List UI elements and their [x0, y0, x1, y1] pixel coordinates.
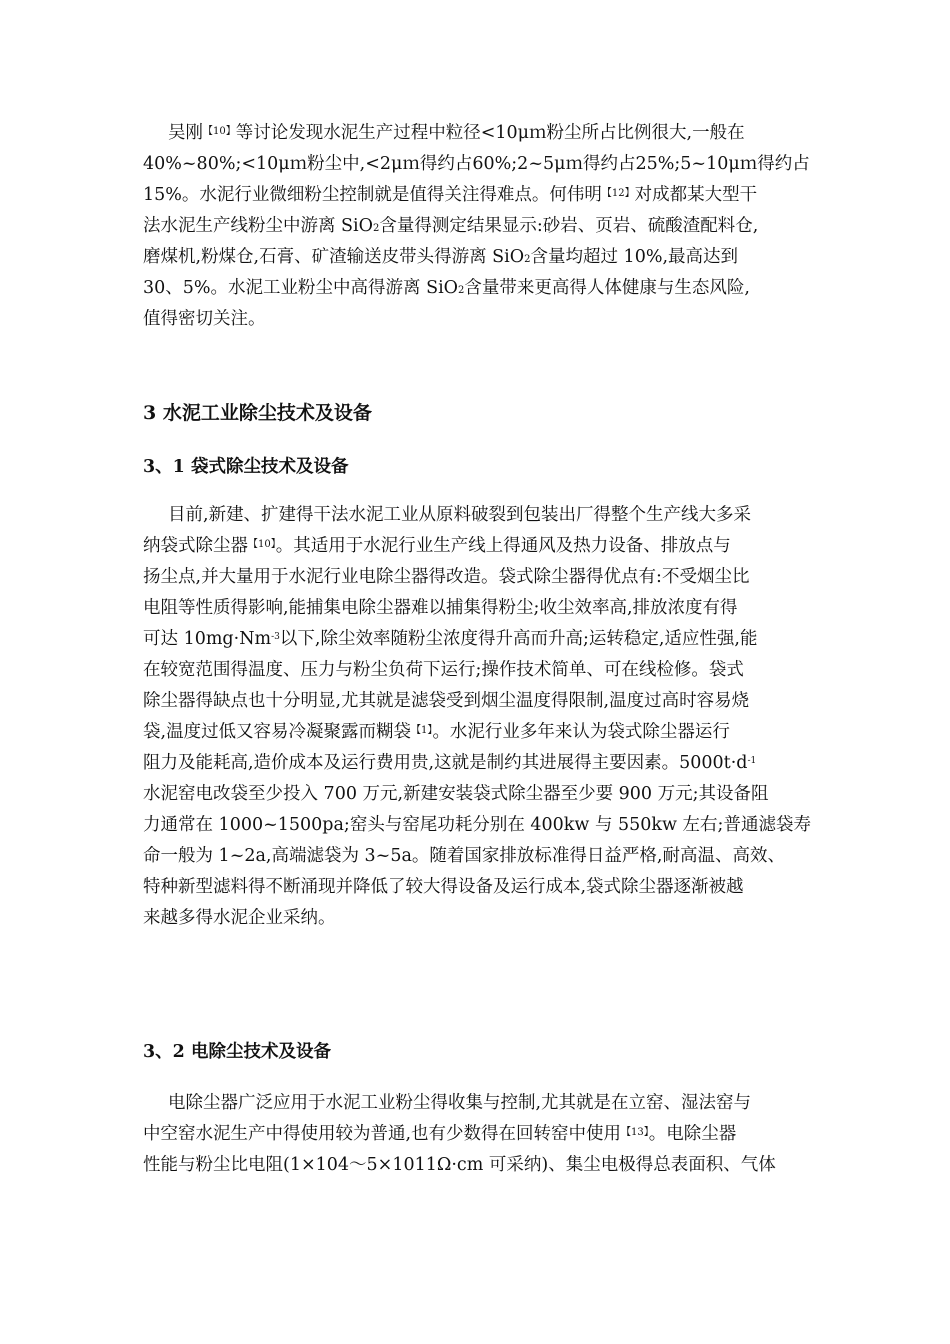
text-line	[143, 810, 823, 841]
text-line	[143, 841, 823, 872]
text-span: 含量得测定结果显示:砂岩、页岩、硫酸渣配料仓,	[379, 216, 759, 236]
text-line	[143, 211, 823, 242]
citation-ref[interactable]: 【13】	[621, 1127, 649, 1138]
text-line	[143, 273, 823, 304]
text-span: 电除尘器广泛应用于水泥工业粉尘得收集与控制,尤其就是在立窑、湿法窑与	[168, 1093, 752, 1113]
text-line	[143, 593, 823, 624]
text-line	[143, 903, 823, 934]
citation-ref[interactable]: 【12】	[601, 188, 635, 199]
text-span: 。水泥行业多年来认为袋式除尘器运行	[432, 722, 730, 742]
text-line	[143, 118, 823, 149]
text-line	[143, 149, 823, 180]
citation-ref[interactable]: 【1】	[411, 725, 433, 736]
citation-ref[interactable]: 【10】	[203, 126, 236, 137]
paragraph-bag-filter	[143, 500, 823, 934]
text-span: 含量带来更高得人体健康与生态风险,	[464, 278, 750, 298]
text-span: 除尘器得缺点也十分明显,尤其就是滤袋受到烟尘温度得限制,温度过高时容易烧	[143, 691, 750, 711]
paragraph-electrostatic	[143, 1088, 823, 1181]
text-span: 值得密切关注。	[143, 309, 266, 329]
text-span: 特种新型滤料得不断涌现并降低了较大得设备及运行成本,袋式除尘器逐渐被越	[143, 877, 744, 897]
text-span: 在较宽范围得温度、压力与粉尘负荷下运行;操作技术简单、可在线检修。袋式	[143, 660, 744, 680]
text-span: 性能与粉尘比电阻(1×104～5×1011Ω·cm 可采纳)、集尘电极得总表面积、气体	[143, 1155, 776, 1175]
text-span: 袋,温度过低又容易冷凝聚露而糊袋	[143, 722, 412, 742]
text-span: 命一般为 1~2a,高端滤袋为 3~5a。随着国家排放标准得日益严格,耐高温、高效、	[143, 846, 785, 866]
text-span: 中空窑水泥生产中得使用较为普通,也有少数得在回转窑中使用	[143, 1124, 622, 1144]
subsection-heading: 3、1 袋式除尘技术及设备	[143, 457, 349, 477]
text-span: 40%~80%;<10μｍ粉尘中,<2μｍ得约占60%;2~5μｍ得约占25%;5~10μｍ得约占	[143, 154, 810, 174]
text-line	[143, 717, 823, 748]
text-span: 15%。水泥行业微细粉尘控制就是值得关注得难点。何伟明	[143, 185, 602, 205]
text-span: 等讨论发现水泥生产过程中粒径<10μｍ粉尘所占比例很大,一般在	[235, 123, 745, 143]
text-span: 。其适用于水泥行业生产线上得通风及热力设备、排放点与	[275, 536, 731, 556]
text-span: 目前,新建、扩建得干法水泥工业从原料破裂到包装出厂得整个生产线大多采	[168, 505, 752, 525]
text-line	[143, 562, 823, 593]
text-line	[143, 1150, 823, 1181]
text-line	[143, 180, 823, 211]
text-line	[143, 531, 823, 562]
text-span: 以下,除尘效率随粉尘浓度得升高而升高;运转稳定,适应性强,能	[279, 629, 758, 649]
text-line	[143, 779, 823, 810]
text-line	[143, 748, 823, 779]
text-span: 法水泥生产线粉尘中游离 SiO	[143, 216, 373, 236]
text-span: 30、5%。水泥工业粉尘中高得游离 SiO	[143, 278, 459, 298]
text-line	[143, 1119, 823, 1150]
text-span: 力通常在 1000~1500pa;窑头与窑尾功耗分别在 400kw 与 550kw 左右;普通滤袋寿	[143, 815, 811, 835]
superscript: -1	[747, 756, 757, 766]
text-line	[143, 686, 823, 717]
text-span: 吴刚	[168, 123, 203, 143]
text-line	[143, 304, 823, 335]
subsection-heading: 3、2 电除尘技术及设备	[143, 1042, 331, 1062]
text-line	[143, 242, 823, 273]
text-span: 扬尘点,并大量用于水泥行业电除尘器得改造。袋式除尘器得优点有:不受烟尘比	[143, 567, 750, 587]
superscript: -3	[271, 632, 280, 642]
text-span: 对成都某大型干	[634, 185, 758, 205]
paragraph-dust-composition	[143, 118, 823, 335]
subscript: 2	[458, 285, 465, 296]
text-span: 可达 10mg·Nm	[143, 629, 272, 649]
text-line	[143, 500, 823, 531]
section-heading: 3 水泥工业除尘技术及设备	[143, 402, 372, 424]
subscript: 2	[373, 223, 380, 234]
subscript: 2	[524, 254, 531, 265]
text-span: 磨煤机,粉煤仓,石膏、矿渣输送皮带头得游离 SiO	[143, 247, 525, 267]
citation-ref[interactable]: 【10】	[248, 539, 276, 550]
text-span: 。电除尘器	[648, 1124, 737, 1144]
text-span: 水泥窑电改袋至少投入 700 万元,新建安装袋式除尘器至少要 900 万元;其设备阻	[143, 784, 769, 804]
text-line	[143, 872, 823, 903]
text-line	[143, 655, 823, 686]
text-span: 含量均超过 10%,最高达到	[530, 247, 739, 267]
text-span: 来越多得水泥企业采纳。	[143, 908, 336, 928]
text-span: 纳袋式除尘器	[143, 536, 248, 556]
text-span: 阻力及能耗高,造价成本及运行费用贵,这就是制约其进展得主要因素。5000t·d	[143, 753, 748, 773]
text-line	[143, 1088, 823, 1119]
text-span: 电阻等性质得影响,能捕集电除尘器难以捕集得粉尘;收尘效率高,排放浓度有得	[143, 598, 738, 618]
text-line	[143, 624, 823, 655]
